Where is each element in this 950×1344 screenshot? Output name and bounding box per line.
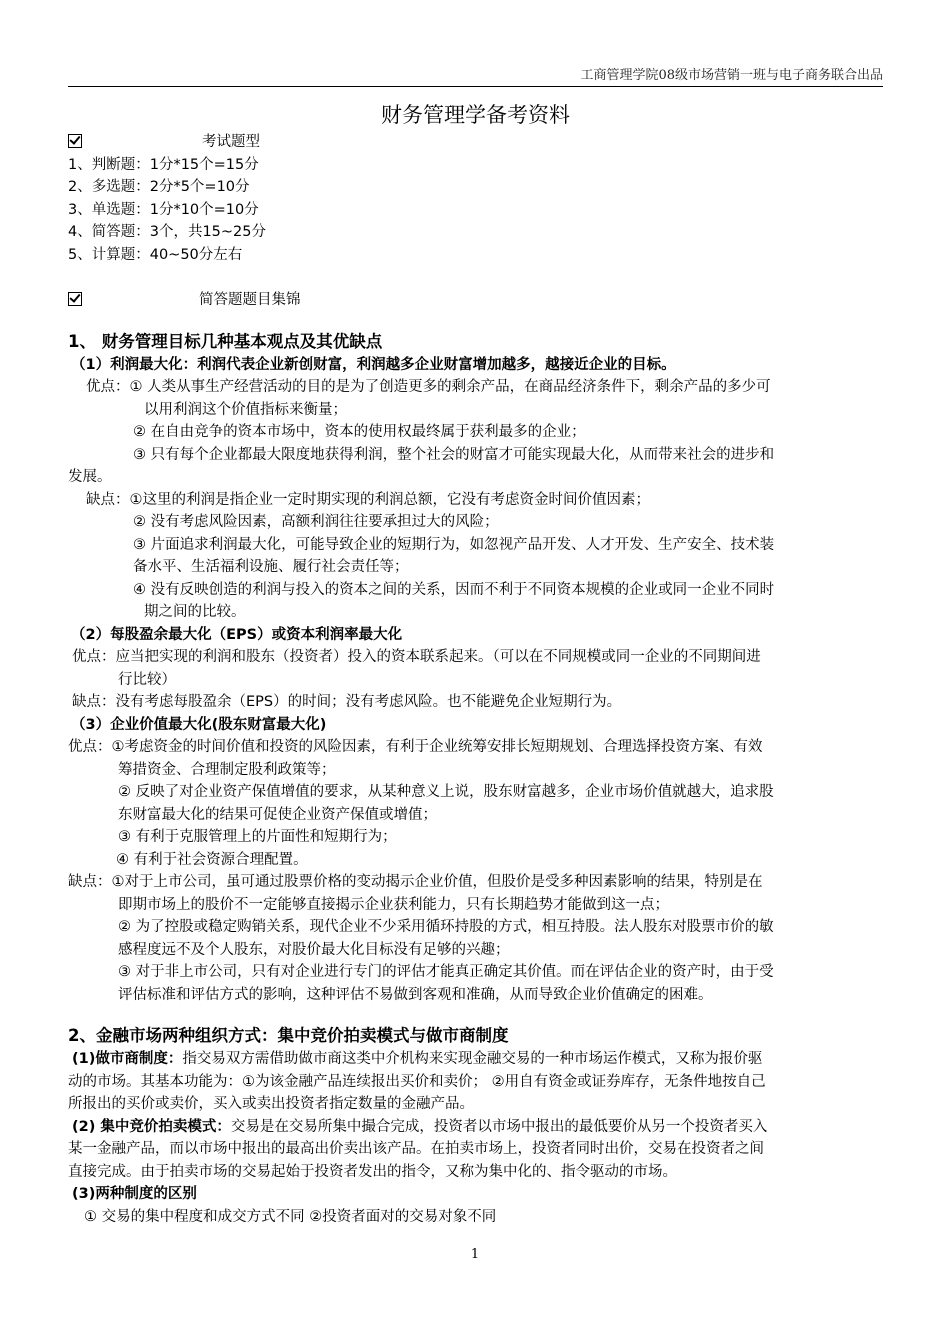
paragraph-line (68, 1048, 883, 1071)
header-rule (68, 86, 883, 87)
paragraph-line (68, 1116, 883, 1139)
section-1-title: 1、 财务管理目标几种基本观点及其优缺点 (68, 331, 383, 351)
pro-text: ② 反映了对企业资产保值增值的要求，从某种意义上说，股东财富越多，企业市场价值就越大，追求股 (118, 784, 774, 800)
exam-type-item: 3、单选题：1分*10个=10分 (68, 201, 259, 218)
exam-type-item: 5、计算题：40~50分左右 (68, 246, 243, 263)
con-text: 评估标准和评估方式的影响，这种评估不易做到客观和准确，从而导致企业价值确定的困难。 (118, 986, 713, 1003)
exam-type-item: 4、简答题：3个，共15~25分 (68, 224, 267, 240)
pro-text: 行比较） (118, 671, 176, 688)
con-text: 即期市场上的股价不一定能够直接揭示企业获利能力，只有长期趋势才能做到这一点； (118, 896, 669, 913)
con-text: ④ 没有反映创造的利润与投入的资本之间的关系，因而不利于不同资本规模的企业或同一企业不同时 (133, 581, 775, 598)
short-answer-heading-row (68, 289, 883, 312)
pro-text: 以用利润这个价值指标来衡量； (144, 401, 347, 418)
subsection-title: （1）利润最大化：利润代表企业新创财富，利润越多企业财富增加越多，越接近企业的目标。 (71, 356, 676, 373)
con-text: 备水平、生活福利设施、履行社会责任等； (133, 559, 409, 575)
paragraph-line: ① 交易的集中程度和成交方式不同 ②投资者面对的交易对象不同 (84, 1208, 497, 1225)
con-text: 感程度远不及个人股东，对股价最大化目标没有足够的兴趣； (118, 941, 510, 958)
pro-text: 优点：① 人类从事生产经营活动的目的是为了创造更多的剩余产品，在商品经济条件下，剩余产品的多少可 (86, 379, 771, 395)
exam-type-item: 2、多选题：2分*5个=10分 (68, 179, 250, 195)
pro-text: 发展。 (68, 469, 112, 485)
section-2-title: 2、金融市场两种组织方式：集中竞价拍卖模式与做市商制度 (68, 1026, 509, 1045)
document-title: 财务管理学备考资料 (381, 103, 570, 127)
paragraph-line: 所报出的买价或卖价，买入或卖出投资者指定数量的金融产品。 (68, 1096, 474, 1112)
term-label: (2) 集中竞价拍卖模式： (72, 1118, 231, 1135)
term-text: 指交易双方需借助做市商这类中介机构来实现金融交易的一种市场运作模式，又称为报价驱 (182, 1051, 763, 1067)
pro-text: 筹措资金、合理制定股利政策等； (118, 761, 336, 778)
pro-text: ② 在自由竞争的资本市场中，资本的使用权最终属于获利最多的企业； (133, 424, 586, 440)
con-text: 缺点：①这里的利润是指企业一定时期实现的利润总额，它没有考虑资金时间价值因素； (86, 491, 650, 508)
exam-type-item: 1、判断题：1分*15个=15分 (68, 156, 259, 173)
subsection-title: （2）每股盈余最大化（EPS）或资本利润率最大化 (71, 626, 403, 643)
paragraph-line: 动的市场。其基本功能为：①为该金融产品连续报出买价和卖价； ②用自有资金或证券库存，无条件地按自己 (68, 1073, 766, 1090)
pro-text: ③ 只有每个企业都最大限度地获得利润，整个社会的财富才可能实现最大化，从而带来社会的进步和 (133, 446, 775, 463)
con-text: ② 没有考虑风险因素，高额利润往往要承担过大的风险； (133, 514, 499, 530)
subsection-title: (3)两种制度的区别 (72, 1186, 197, 1202)
con-text: ② 为了控股或稳定购销关系，现代企业不少采用循环持股的方式，相互持股。法人股东对股票市价的敏 (118, 919, 774, 935)
con-text: 缺点：没有考虑每股盈余（EPS）的时间；没有考虑风险。也不能避免企业短期行为。 (72, 694, 622, 710)
checkbox-icon (68, 134, 82, 148)
subsection-title: （3）企业价值最大化(股东财富最大化) (71, 716, 327, 733)
exam-types-heading-row (68, 131, 883, 154)
page-header: 工商管理学院08级市场营销一班与电子商务联合出品 (580, 68, 883, 83)
pro-text: 优点：①考虑资金的时间价值和投资的风险因素，有利于企业统筹安排长短期规划、合理选择投资方案、有效 (68, 739, 763, 755)
pro-text: ④ 有利于社会资源合理配置。 (116, 851, 308, 868)
paragraph-line: 某一金融产品，而以市场中报出的最高出价卖出该产品。在拍卖市场上，投资者同时出价，交易在投资者之间 (68, 1141, 764, 1157)
short-answer-heading: 简答题题目集锦 (199, 292, 301, 308)
checkbox-icon (68, 292, 82, 306)
page-number: 1 (470, 1247, 480, 1262)
document-body (68, 128, 883, 1228)
pro-text: 东财富最大化的结果可促使企业资产保值或增值； (118, 806, 437, 823)
exam-types-heading: 考试题型 (202, 134, 260, 150)
term-label: (1)做市商制度： (72, 1051, 183, 1067)
con-text: 缺点：①对于上市公司，虽可通过股票价格的变动揭示企业价值，但股价是受多种因素影响的结果，特别是在 (68, 874, 763, 890)
con-text: 期之间的比较。 (144, 604, 246, 620)
pro-text: 优点：应当把实现的利润和股东（投资者）投入的资本联系起来。（可以在不同规模或同一企业的不同期间进 (72, 649, 761, 665)
term-text: 交易是在交易所集中撮合完成，投资者以市场中报出的最低要价从另一个投资者买入 (230, 1118, 768, 1135)
con-text: ③ 对于非上市公司，只有对企业进行专门的评估才能真正确定其价值。而在评估企业的资产时，由于受 (118, 964, 774, 980)
con-text: ③ 片面追求利润最大化，可能导致企业的短期行为，如忽视产品开发、人才开发、生产安全、技术装 (133, 536, 775, 553)
pro-text: ③ 有利于克服管理上的片面性和短期行为； (118, 829, 397, 845)
paragraph-line: 直接完成。由于拍卖市场的交易起始于投资者发出的指令，又称为集中化的、指令驱动的市场。 (68, 1163, 677, 1180)
